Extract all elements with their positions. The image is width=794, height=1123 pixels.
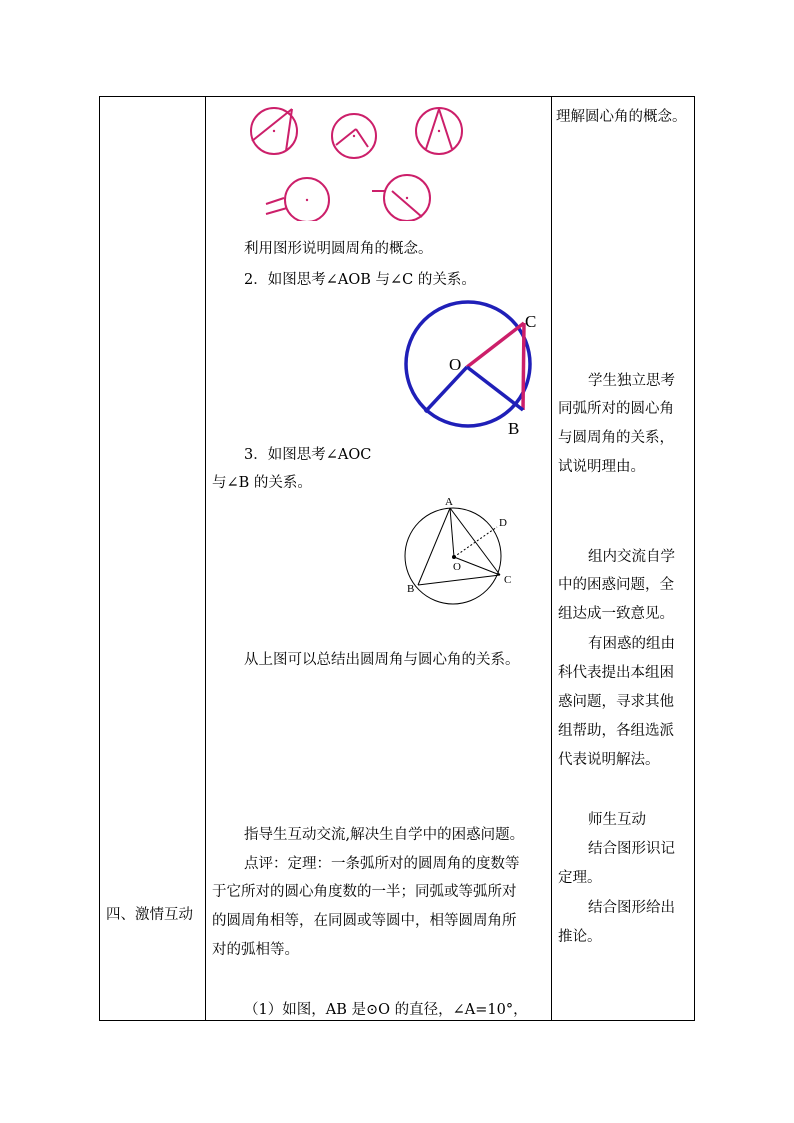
teaching-content-cell [206, 97, 551, 1020]
section-label: 四、激情互动 [106, 907, 193, 923]
question-3-line-2: 与∠B 的关系。 [212, 475, 312, 491]
activity-think-3: 与圆周角的关系， [558, 430, 674, 446]
label-o: O [453, 561, 461, 573]
activity-group-3: 组达成一致意见。 [558, 606, 674, 622]
section-cell [100, 97, 205, 1020]
activity-corollary-1: 结合图形给出 [588, 900, 675, 916]
lesson-table [99, 96, 695, 1021]
label-d: D [499, 517, 507, 529]
activity-think-1: 学生独立思考 [588, 373, 675, 389]
comment-line-2: 于它所对的圆心角度数的一半；同弧或等弧所对 [212, 884, 517, 900]
guide-text: 指导生互动交流,解决生自学中的困惑问题。 [244, 827, 525, 843]
activity-think-4: 试说明理由。 [558, 459, 645, 475]
activity-group-2: 中的困惑问题，全 [558, 577, 674, 593]
activity-confusion-1: 有困惑的组由 [588, 636, 675, 652]
label-b: B [508, 419, 520, 438]
exercise-1: （1）如图，AB 是⊙O 的直径，∠A=10°， [244, 1002, 528, 1018]
label-c: C [525, 312, 537, 331]
activity-memorize-2: 定理。 [558, 870, 602, 886]
activity-confusion-3: 惑问题，寻求其他 [558, 694, 674, 710]
activity-confusion-4: 组帮助，各组选派 [558, 723, 674, 739]
label-b: B [407, 583, 415, 595]
question-3-line-1: 3．如图思考∠AOC [244, 447, 372, 463]
activity-central-angle: 理解圆心角的概念。 [556, 109, 687, 125]
activity-group-1: 组内交流自学 [588, 549, 675, 565]
comment-line-3: 的圆周角相等，在同圆或等圆中，相等圆周角所 [212, 913, 517, 929]
activity-think-2: 同弧所对的圆心角 [558, 401, 674, 417]
activity-corollary-2: 推论。 [558, 929, 602, 945]
comment-line-1: 点评：定理：一条弧所对的圆周角的度数等 [244, 856, 520, 872]
label-o: O [449, 355, 462, 374]
central-inscribed-angle-figure [394, 297, 544, 442]
activity-memorize-1: 结合图形识记 [588, 841, 675, 857]
student-activity-cell [552, 97, 696, 1020]
activity-confusion-5: 代表说明解法。 [558, 752, 660, 768]
label-a: A [445, 496, 453, 508]
concept-instruction: 利用图形说明圆周角的概念。 [244, 241, 433, 257]
question-2: 2．如图思考∠AOB 与∠C 的关系。 [244, 272, 476, 288]
triangle-in-circle-figure [396, 495, 526, 607]
label-c: C [504, 574, 512, 586]
activity-interaction: 师生互动 [588, 812, 646, 828]
summary-text: 从上图可以总结出圆周角与圆心角的关系。 [244, 652, 520, 668]
activity-confusion-2: 科代表提出本组困 [558, 665, 674, 681]
comment-line-4: 对的弧相等。 [212, 942, 299, 958]
angle-examples-figure [236, 103, 476, 221]
